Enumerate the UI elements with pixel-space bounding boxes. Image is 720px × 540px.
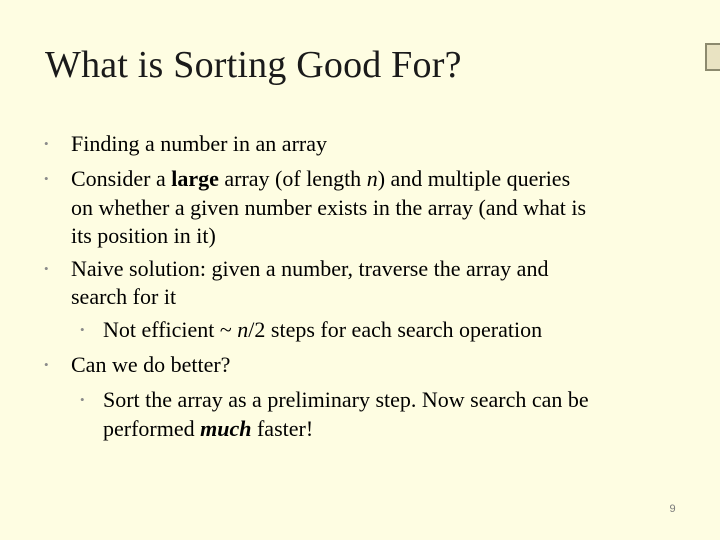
- text-run: Not efficient ~: [103, 317, 238, 342]
- bullet-dot: •: [44, 136, 49, 151]
- emphasis-text: much: [200, 416, 252, 441]
- sub-bullet-dot: •: [80, 322, 85, 337]
- bullet-line: [71, 222, 216, 250]
- text-run: Can we do better?: [71, 352, 231, 377]
- text-run: performed: [103, 416, 201, 441]
- bold-text: large: [171, 166, 219, 191]
- bullet-dot: •: [44, 357, 49, 372]
- italic-text: n: [237, 317, 249, 342]
- bullet-line: [71, 255, 548, 283]
- text-run: Finding a number in an array: [71, 131, 327, 156]
- text-run: Sort the array as a preliminary step. Now search can be: [103, 387, 589, 412]
- sub-bullet-line: [103, 316, 542, 344]
- bullet-line: [71, 194, 586, 222]
- sub-bullet-dot: •: [80, 392, 85, 407]
- text-run: /2 steps for each search operation: [248, 317, 543, 342]
- italic-text: n: [366, 166, 378, 191]
- text-run: Consider a: [71, 166, 172, 191]
- bullet-dot: •: [44, 261, 49, 276]
- text-run: on whether a given number exists in the array (and what is: [71, 195, 587, 220]
- text-run: array (of length: [218, 166, 367, 191]
- bullet-line: [71, 165, 570, 193]
- text-run: search for it: [71, 284, 177, 309]
- page-number: 9: [669, 503, 676, 515]
- text-run: Naive solution: given a number, traverse the array and: [71, 256, 549, 281]
- bullet-line: [71, 351, 230, 379]
- sub-bullet-line: [103, 415, 313, 443]
- text-run: ) and multiple queries: [377, 166, 571, 191]
- bullet-line: [71, 130, 327, 158]
- sub-bullet-line: [103, 386, 589, 414]
- text-run: faster!: [251, 416, 314, 441]
- bullet-line: [71, 283, 176, 311]
- slide-title: What is Sorting Good For?: [45, 44, 462, 86]
- slide-corner-decoration: [705, 43, 720, 71]
- text-run: its position in it): [71, 223, 216, 248]
- bullet-dot: •: [44, 171, 49, 186]
